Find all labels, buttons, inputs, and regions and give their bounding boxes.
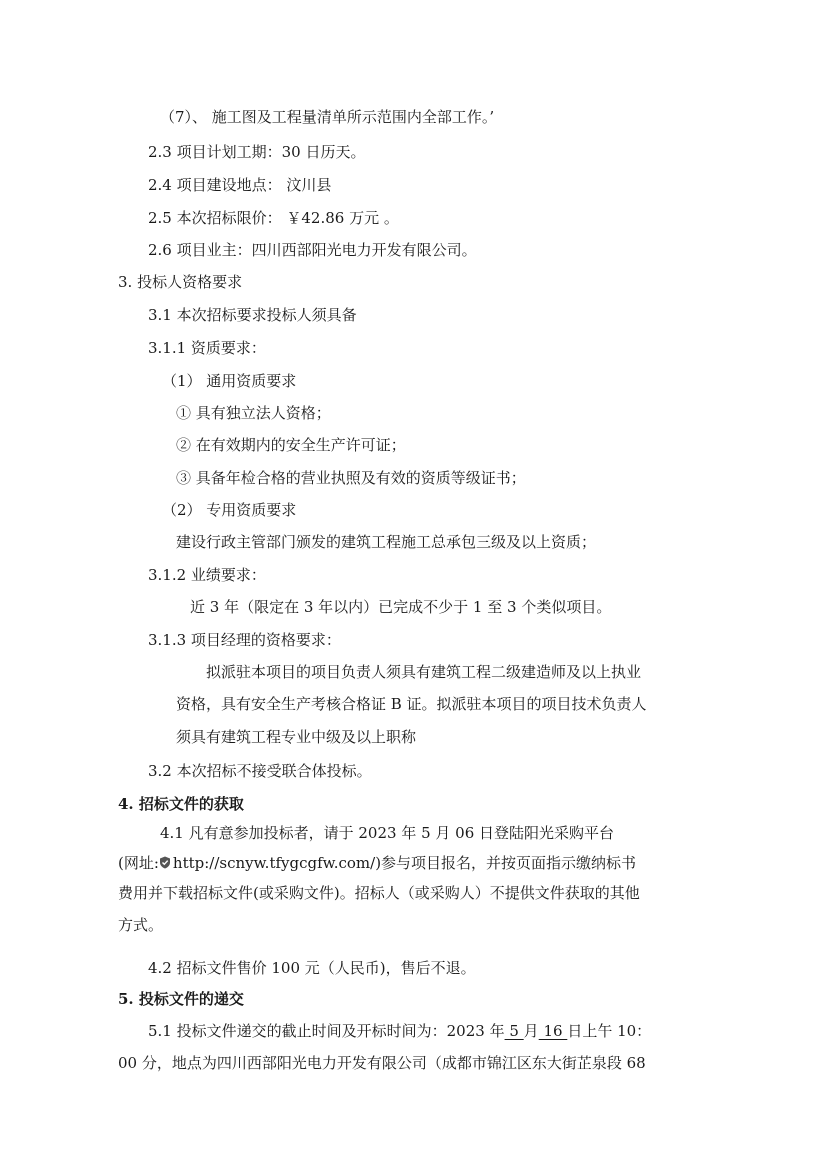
text-line: （7）、 施工图及工程量清单所示范围内全部工作。’ bbox=[160, 108, 495, 126]
text-line: 3.1 本次招标要求投标人须具备 bbox=[148, 306, 357, 324]
text-line: ③ 具备年检合格的营业执照及有效的资质等级证书； bbox=[176, 469, 526, 487]
deadline-month: 5 bbox=[504, 1022, 524, 1040]
platform-link[interactable]: http://scnyw.tfygcgfw.com/)参与项目报名，并按页面指示缴纳标书 bbox=[172, 854, 637, 872]
time-label: 日上午 10： bbox=[567, 1022, 652, 1040]
text-line bbox=[118, 853, 636, 873]
text-line: 近 3 年（限定在 3 年以内）已完成不少于 1 至 3 个类似项目。 bbox=[190, 598, 612, 616]
shield-icon bbox=[159, 856, 171, 869]
text-line: 资格，具有安全生产考核合格证 B 证。拟派驻本项目的项目技术负责人 bbox=[176, 695, 647, 713]
section-heading: 4. 招标文件的获取 bbox=[118, 795, 244, 813]
text-line: 2.4 项目建设地点： 汶川县 bbox=[148, 176, 332, 194]
text-line: 2.3 项目计划工期：30 日历天。 bbox=[148, 143, 366, 161]
text-line: 00 分，地点为四川西部阳光电力开发有限公司（成都市锦江区东大街芷泉段 68 bbox=[118, 1054, 646, 1072]
section-heading: 3. 投标人资格要求 bbox=[118, 273, 243, 291]
text-line: 2.5 本次招标限价： ￥42.86 万元 。 bbox=[148, 209, 399, 227]
text-line: 3.1.3 项目经理的资格要求： bbox=[148, 631, 341, 649]
text-line: ① 具有独立法人资格； bbox=[176, 404, 331, 422]
text-line bbox=[148, 1021, 651, 1041]
text-line: 4.1 凡有意参加投标者，请于 2023 年 5 月 06 日登陆阳光采购平台 bbox=[160, 824, 615, 842]
text-line: 费用并下载招标文件(或采购文件)。招标人（或采购人）不提供文件获取的其他 bbox=[118, 884, 640, 902]
text-line: 3.2 本次招标不接受联合体投标。 bbox=[148, 762, 372, 780]
text-line: 方式。 bbox=[118, 916, 164, 934]
month-label: 月 bbox=[523, 1022, 539, 1040]
text-line: 建设行政主管部门颁发的建筑工程施工总承包三级及以上资质； bbox=[176, 533, 597, 551]
text-line: 须具有建筑工程专业中级及以上职称 bbox=[176, 728, 417, 746]
deadline-text: 5.1 投标文件递交的截止时间及开标时间为：2023 年 bbox=[148, 1022, 505, 1040]
url-prefix: (网址: bbox=[118, 854, 159, 872]
text-line: 4.2 招标文件售价 100 元（人民币)，售后不退。 bbox=[148, 959, 476, 977]
text-line: （1） 通用资质要求 bbox=[162, 372, 297, 390]
text-line: 拟派驻本项目的项目负责人须具有建筑工程二级建造师及以上执业 bbox=[206, 663, 642, 681]
text-line: （2） 专用资质要求 bbox=[162, 501, 297, 519]
text-line: 2.6 项目业主：四川西部阳光电力开发有限公司。 bbox=[148, 241, 477, 259]
text-line: 3.1.1 资质要求： bbox=[148, 339, 266, 357]
section-heading: 5. 投标文件的递交 bbox=[118, 990, 244, 1008]
text-line: 3.1.2 业绩要求： bbox=[148, 566, 266, 584]
text-line: ② 在有效期内的安全生产许可证； bbox=[176, 436, 406, 454]
deadline-day: 16 bbox=[538, 1022, 568, 1040]
